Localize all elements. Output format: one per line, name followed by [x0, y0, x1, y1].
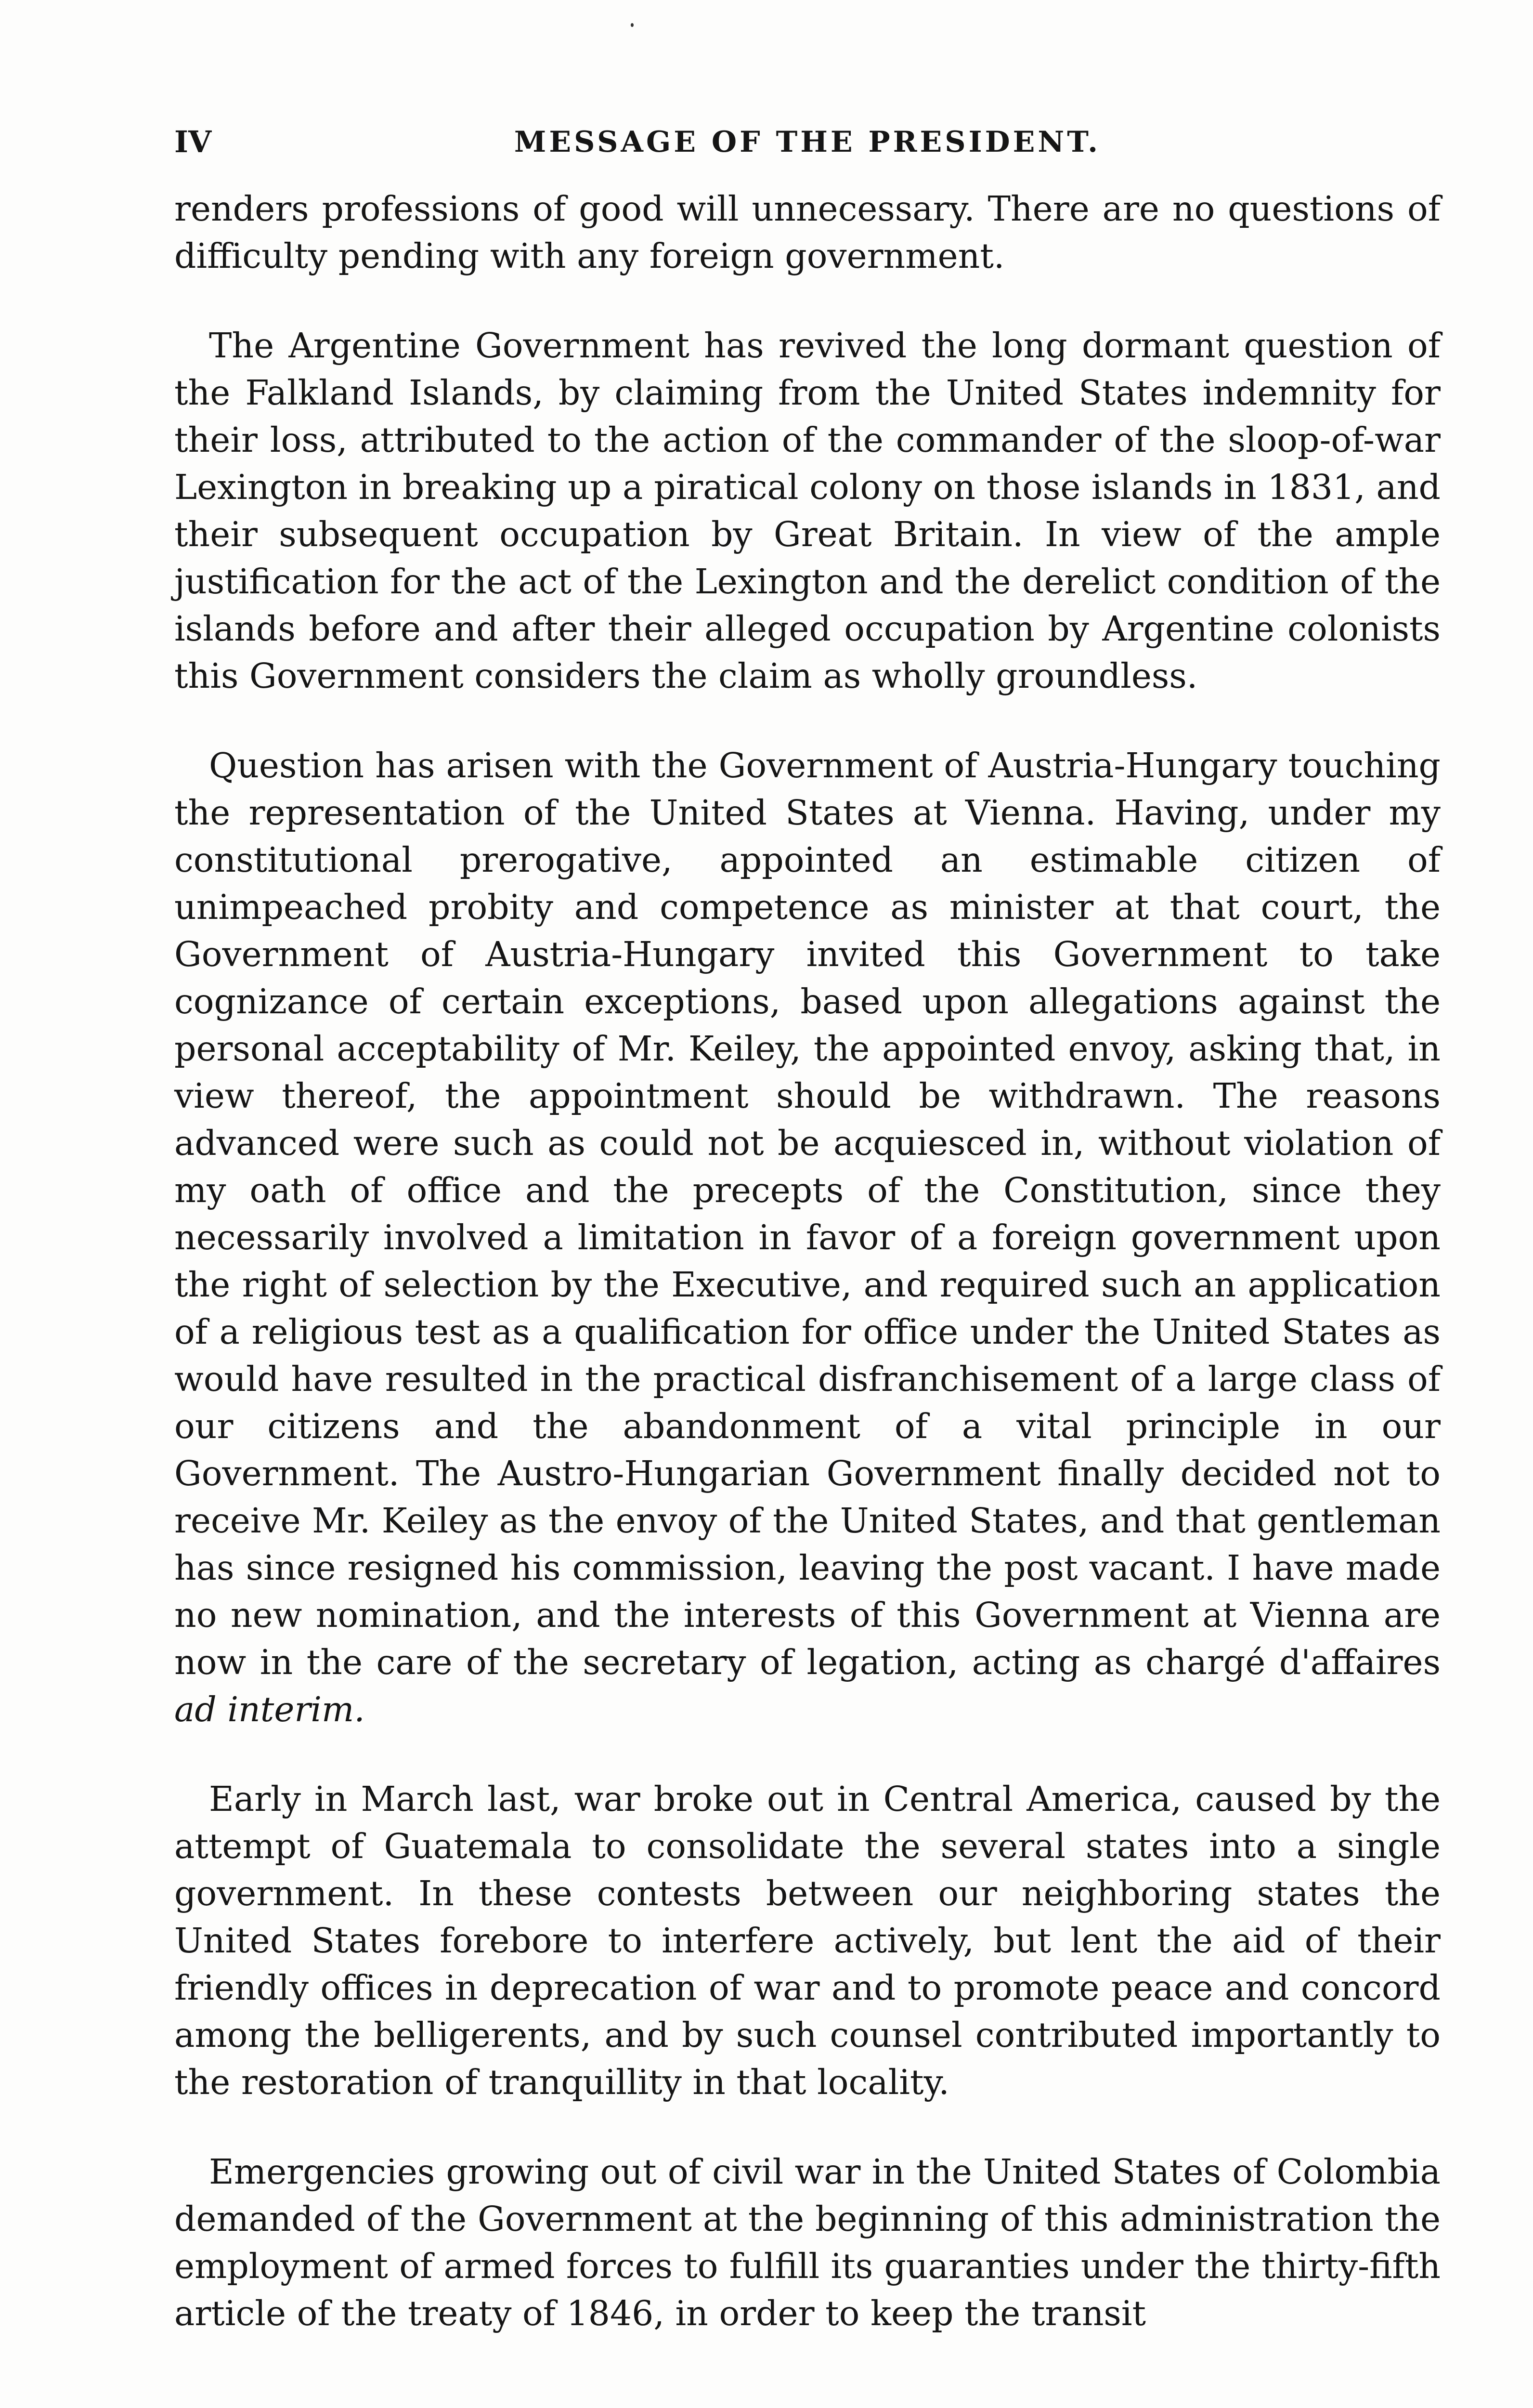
scan-speck — [631, 23, 634, 27]
paragraph-2: The Argentine Government has revived the long dormant question of the Falkland Islands, by claiming from the United States indemnity for their loss, attributed to the action of the commander of the sloop-of-war Lexington in breaking up a piratical colony on those islands in 1831, and their subsequent occupation by Great Britain. In view of the ample justification for the act of the Lexington and the derelict condition of the islands before and after their alleged occupation by Argentine colonists this Government considers the claim as wholly groundless. — [174, 326, 1441, 696]
running-header — [174, 120, 1441, 164]
paragraph-3-tail: chargé d'affaires — [1145, 1642, 1441, 1682]
paragraph-3-text: Question has arisen with the Government of Austria-Hungary touching the representation of the United States at Vienna. Having, under my constitutional prerogative, appointed an estimable citizen of unimpeached probity and competence as minister at that court, the Government of Austria-Hungary invited this Government to take cognizance of certain exceptions, based upon allegations against the personal acceptability of Mr. Keiley, the appointed envoy, asking that, in view thereof, the appointment should be withdrawn. The reasons advanced were such as could not be acquiesced in, without violation of my oath of office and the precepts of the Constitution, since they necessarily involved a limitation in favor of a foreign government upon the right of selection by the Executive, and required such an application of a religious test as a qualification for office under the United States as would have resulted in the practical disfranchisement of a large class of our citizens and the abandonment of a vital principle in our Government. The Austro-Hungarian Government finally decided not to receive Mr. Keiley as the envoy of the United States, and that gentleman has since resigned his commission, leaving the post vacant. I have made no new nomination, and the interests of this Government at Vienna are now in the care of the secretary of legation, acting as — [174, 746, 1441, 1682]
body-text — [174, 185, 1441, 2408]
paragraph-3-italic: ad interim. — [174, 1689, 365, 1729]
page-title: MESSAGE OF THE PRESIDENT. — [514, 125, 1101, 159]
paragraph-4: Early in March last, war broke out in Central America, caused by the attempt of Guatemala to consolidate the several states into a single government. In these contests between our neighboring states the United States forebore to interfere actively, but lent the aid of their friendly offices in deprecation of war and to promote peace and concord among the belligerents, and by such counsel contributed importantly to the restoration of tranquillity in that locality. — [174, 1779, 1441, 2102]
paragraph-1: renders professions of good will unnecessary. There are no questions of difficulty pending with any foreign government. — [174, 189, 1441, 276]
page-number: IV — [174, 124, 212, 159]
paragraph-3 — [174, 742, 1441, 1733]
paragraph-5: Emergencies growing out of civil war in the United States of Colombia demanded of the Government at the beginning of this administration the employment of armed forces to fulfill its guaranties under the thirty-fifth article of the treaty of 1846, in order to keep the transit — [174, 2152, 1441, 2333]
